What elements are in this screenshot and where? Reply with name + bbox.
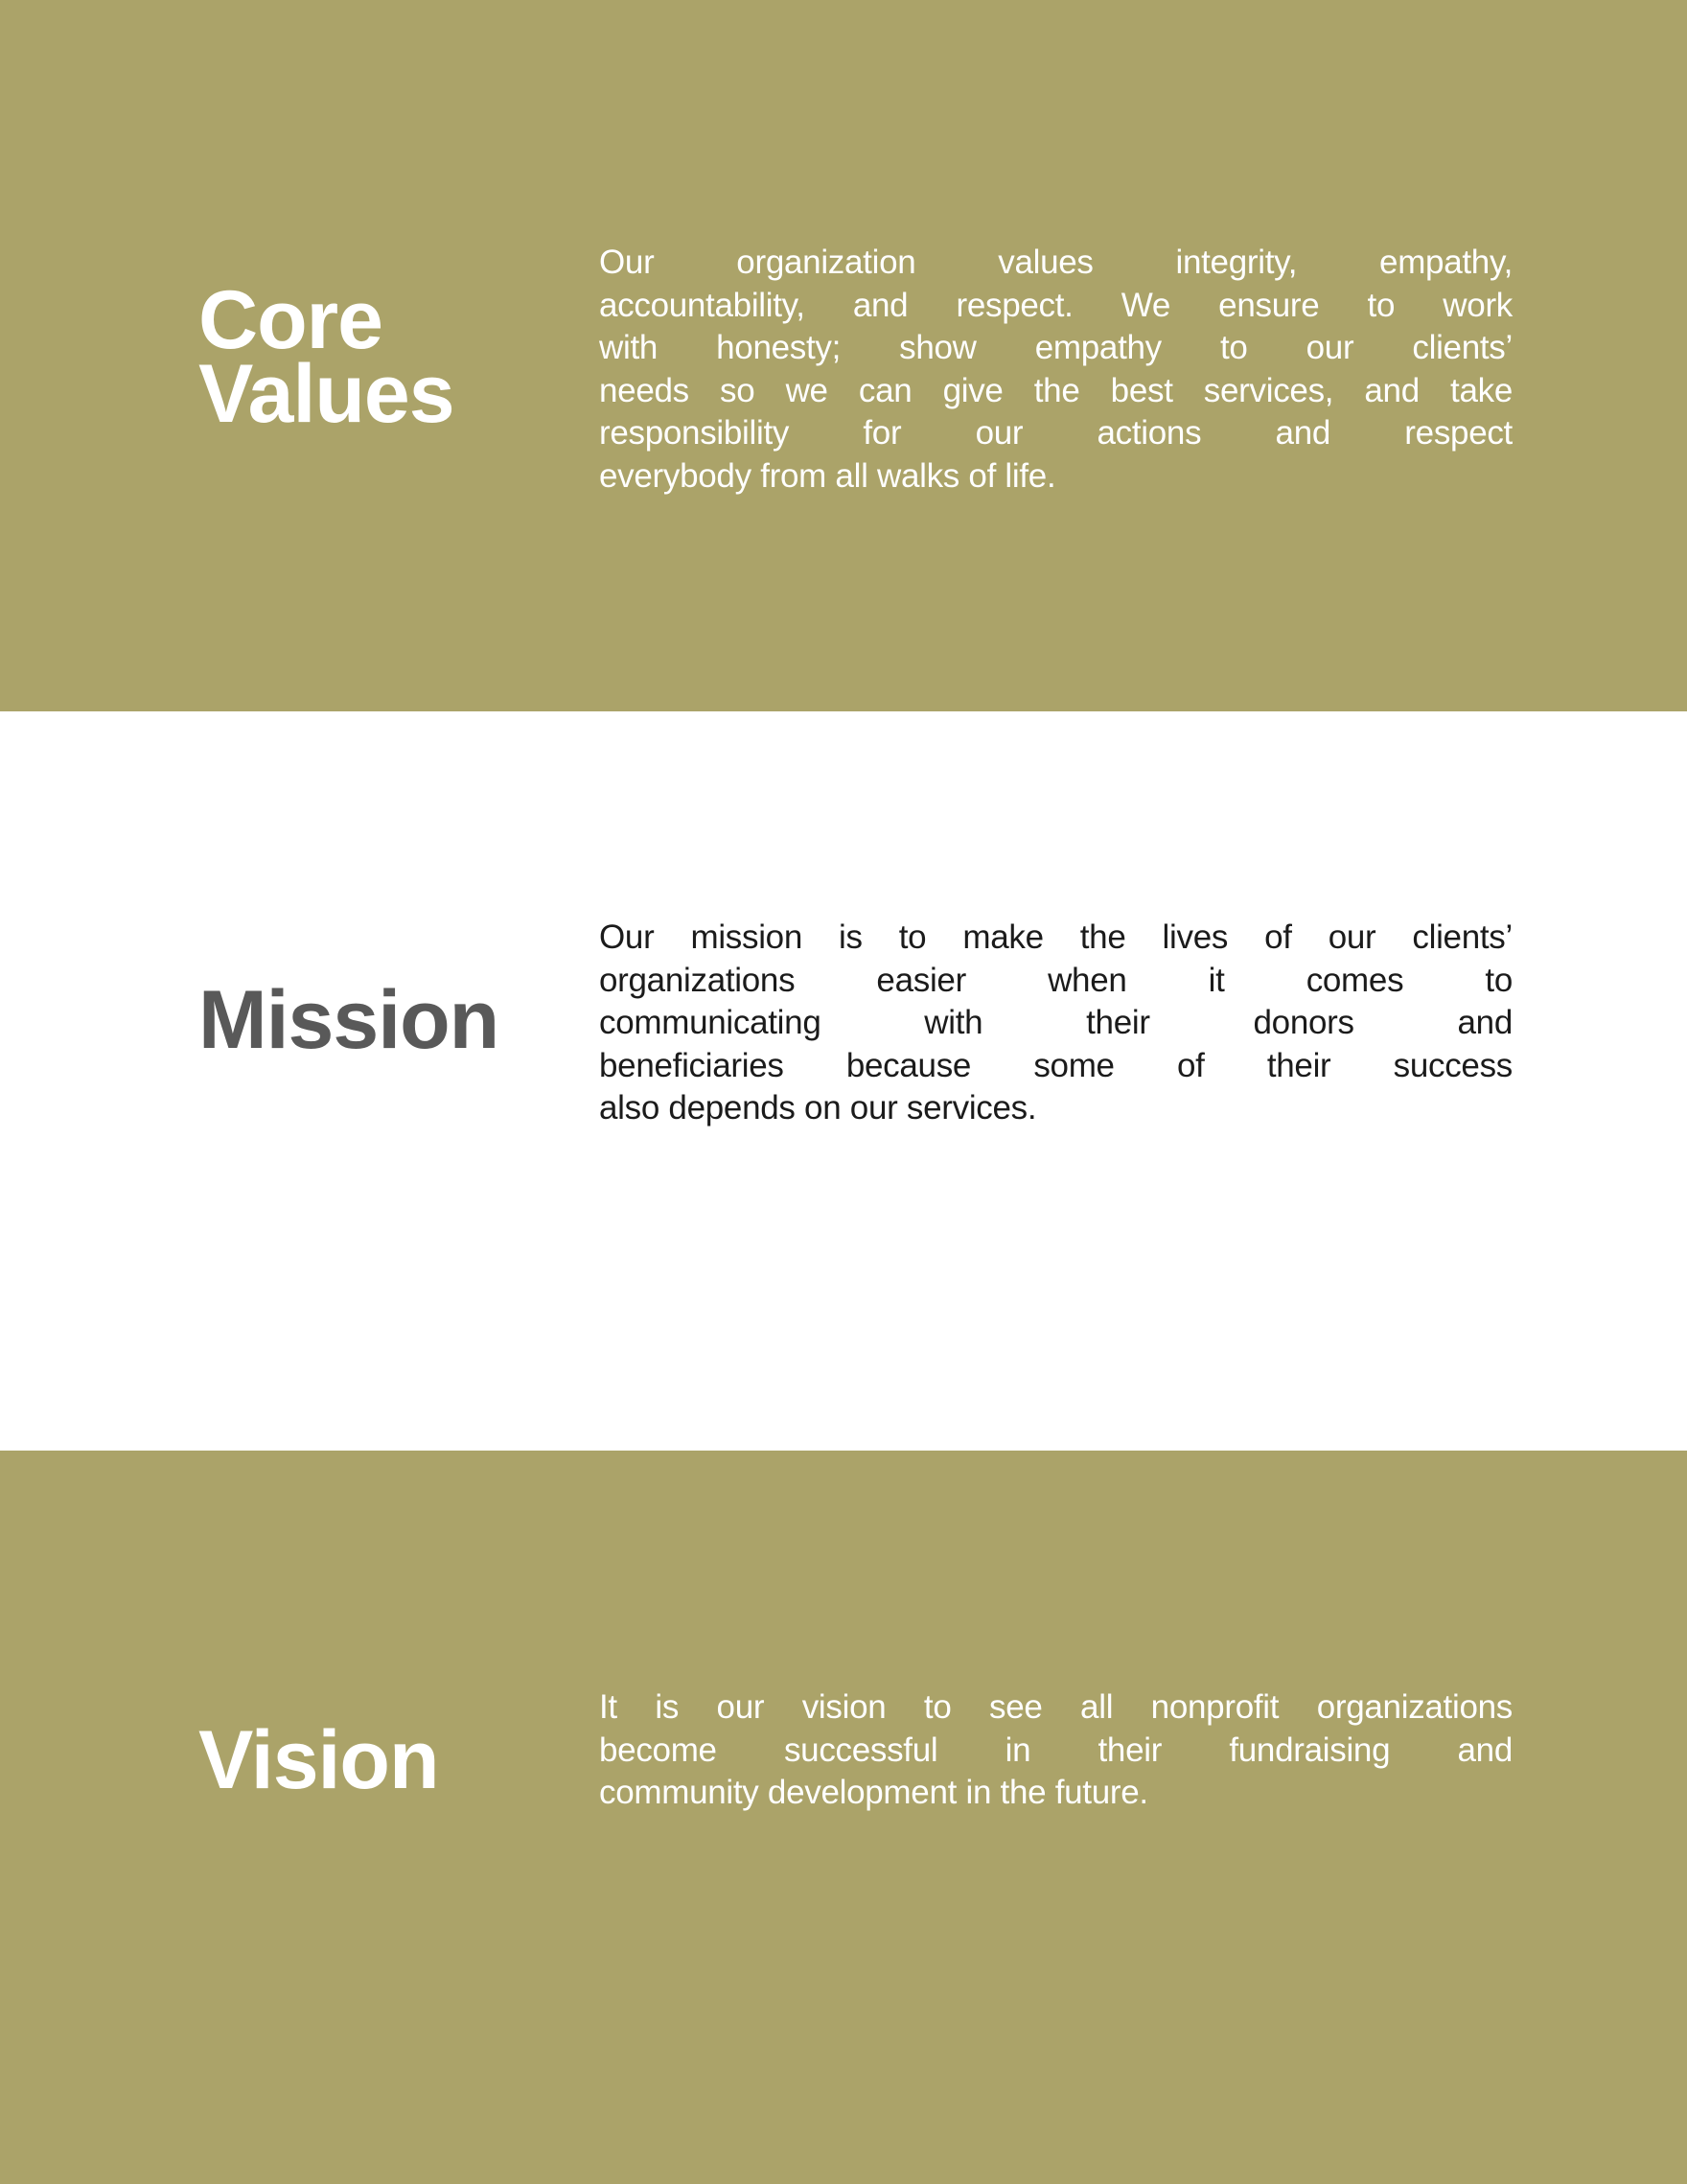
vision-paragraph <box>599 1686 1513 1815</box>
section-vision <box>0 1451 1687 2184</box>
section-core-values <box>0 0 1687 711</box>
core-values-paragraph <box>599 242 1513 498</box>
core-values-heading <box>198 274 599 440</box>
mission-paragraph-line: beneficiaries because some of their success <box>599 1046 1513 1084</box>
mission-paragraph-line: communicating with their donors and <box>599 1004 1513 1041</box>
vision-paragraph-line: become successful in their fundraising and <box>599 1731 1513 1769</box>
mission-paragraph-line: also depends on our services. <box>599 1089 1037 1127</box>
core-values-paragraph-line: Our organization values integrity, empathy, <box>599 244 1513 281</box>
mission-paragraph <box>599 917 1513 1130</box>
vision-paragraph-line: It is our vision to see all nonprofit organizations <box>599 1688 1513 1726</box>
core-values-paragraph-line: accountability, and respect. We ensure to work <box>599 286 1513 324</box>
mission-paragraph-line: Our mission is to make the lives of our clients’ <box>599 918 1513 956</box>
core-values-paragraph-line: needs so we can give the best services, and take <box>599 371 1513 409</box>
vision-heading-line: Vision <box>198 1714 439 1806</box>
mission-paragraph-line: organizations easier when it comes to <box>599 961 1513 999</box>
vision-paragraph-line: community development in the future. <box>599 1774 1148 1811</box>
vision-row <box>0 1451 1687 1815</box>
core-values-heading-line: Core <box>198 274 382 366</box>
mission-heading-line: Mission <box>198 974 499 1066</box>
core-values-row <box>0 0 1687 498</box>
core-values-paragraph-line: everybody from all walks of life. <box>599 456 1056 495</box>
mission-heading <box>198 974 599 1066</box>
core-values-paragraph-line: responsibility for our actions and respect <box>599 414 1513 452</box>
mission-row <box>0 711 1687 1130</box>
core-values-paragraph-line: with honesty; show empathy to our clients’ <box>599 329 1513 366</box>
section-mission <box>0 711 1687 1451</box>
core-values-heading-line: Values <box>198 348 454 440</box>
vision-heading <box>198 1714 599 1806</box>
